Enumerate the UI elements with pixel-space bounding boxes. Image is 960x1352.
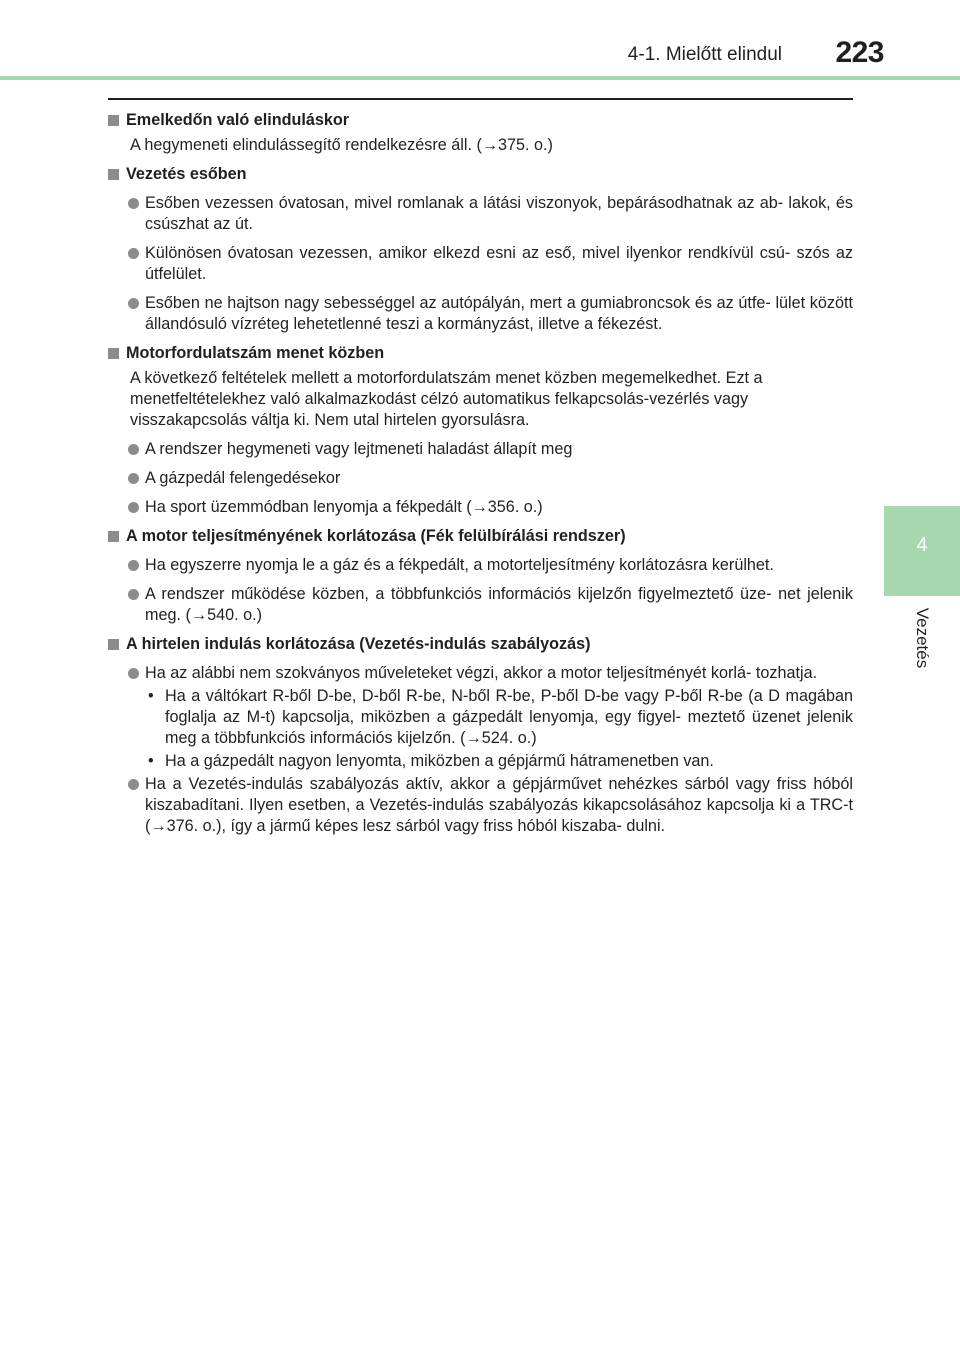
list-item xyxy=(108,555,853,576)
chapter-label: Vezetés xyxy=(913,607,932,669)
heading-text: Emelkedőn való elinduláskor xyxy=(126,111,350,129)
heading-text: A hirtelen indulás korlátozása (Vezetés-indulás szabályozás) xyxy=(126,635,591,653)
paragraph: A következő feltételek mellett a motorfordulatszám menet közben megemelkedhet. Ezt a menetfeltételekhez való alkalmazkodást célzó automatikus felkapcsolás-vezérlés vagy visszakapcsolás váltja ki. Nem utal hirtelen gyorsulásra. xyxy=(130,369,763,429)
sub-list-item xyxy=(108,686,853,749)
list-item xyxy=(108,193,853,235)
heading-text: Vezetés esőben xyxy=(126,165,247,183)
section-heading xyxy=(108,343,853,364)
round-bullet-icon xyxy=(128,248,139,259)
round-bullet-icon xyxy=(128,779,139,790)
content-rule xyxy=(108,98,853,100)
list-item-text: Ha sport üzemmódban lenyomja a fékpedált (→356. o.) xyxy=(145,498,543,516)
section-heading xyxy=(108,526,853,547)
sub-list-item xyxy=(108,751,853,772)
list-item xyxy=(108,774,853,837)
list-item xyxy=(108,584,853,626)
chapter-tab xyxy=(884,506,960,596)
list-item xyxy=(108,497,853,518)
square-bullet-icon xyxy=(108,531,119,542)
square-bullet-icon xyxy=(108,169,119,180)
heading-text: A motor teljesítményének korlátozása (Fék felülbírálási rendszer) xyxy=(126,527,626,545)
sub-bullet-marker: • xyxy=(148,752,154,770)
list-item-text: Ha az alábbi nem szokványos műveleteket végzi, akkor a motor teljesítményét korlá- tozhatja. xyxy=(145,664,818,682)
round-bullet-icon xyxy=(128,198,139,209)
list-item xyxy=(108,439,853,460)
square-bullet-icon xyxy=(108,639,119,650)
list-item xyxy=(108,468,853,489)
round-bullet-icon xyxy=(128,298,139,309)
round-bullet-icon xyxy=(128,444,139,455)
list-item-text: Esőben vezessen óvatosan, mivel romlanak a látási viszonyok, bepárásodhatnak az ab- lakok, és csúszhat az út. xyxy=(145,194,853,233)
section-title: 4-1. Mielőtt elindul xyxy=(627,44,782,65)
sub-list-item-text: Ha a gázpedált nagyon lenyomta, miközben a gépjármű hátramenetben van. xyxy=(165,752,714,770)
list-item xyxy=(108,293,853,335)
header-rule xyxy=(0,76,960,80)
paragraph: A hegymeneti elindulássegítő rendelkezésre áll. (→375. o.) xyxy=(130,136,553,154)
round-bullet-icon xyxy=(128,668,139,679)
list-item-text: Esőben ne hajtson nagy sebességgel az autópályán, mert a gumiabroncsok és az útfe- lület között állandósuló vízréteg lehetetlenné teszi a kormányzást, illetve a fékezést. xyxy=(145,294,853,333)
round-bullet-icon xyxy=(128,473,139,484)
list-item-text: Ha a Vezetés-indulás szabályozás aktív, akkor a gépjárművet nehézkes sárból vagy friss hóból kiszabadítani. Ilyen esetben, a Vezetés-indulás szabályozás kikapcsolásához kapcsolja ki a TRC-t (→376. o.), így a jármű képes lesz sárból vagy friss hóból kiszaba- dulni. xyxy=(145,775,853,835)
square-bullet-icon xyxy=(108,115,119,126)
sub-bullet-marker: • xyxy=(148,687,154,705)
heading-text: Motorfordulatszám menet közben xyxy=(126,344,385,362)
section-heading xyxy=(108,164,853,185)
list-item-text: Ha egyszerre nyomja le a gáz és a fékpedált, a motorteljesítmény korlátozásra kerülhet. xyxy=(145,556,774,574)
list-item xyxy=(108,243,853,285)
section-heading xyxy=(108,634,853,655)
list-item-text: A rendszer hegymeneti vagy lejtmeneti haladást állapít meg xyxy=(145,440,573,458)
chapter-number: 4 xyxy=(916,534,928,556)
page-number: 223 xyxy=(835,36,884,69)
square-bullet-icon xyxy=(108,348,119,359)
sub-list-item-text: Ha a váltókart R-ből D-be, D-ből R-be, N-ből R-be, P-ből D-be vagy P-ből R-be (a D magában foglalja az M-t) kapcsolja, miközben a gázpedált lenyomja, egy figyel- meztető üzenet jelenik meg a többfunkciós információs kijelzőn. (→524. o.) xyxy=(165,687,853,747)
round-bullet-icon xyxy=(128,502,139,513)
round-bullet-icon xyxy=(128,560,139,571)
page-content xyxy=(108,110,853,837)
chapter-label-wrap xyxy=(912,596,932,696)
list-item xyxy=(108,663,853,684)
list-item-text: A gázpedál felengedésekor xyxy=(145,469,341,487)
list-item-text: A rendszer működése közben, a többfunkciós információs kijelzőn figyelmeztető üze- net jelenik meg. (→540. o.) xyxy=(145,585,853,624)
list-item-text: Különösen óvatosan vezessen, amikor elkezd esni az eső, mivel ilyenkor rendkívül csú- szós az útfelület. xyxy=(145,244,853,283)
section-heading xyxy=(108,110,853,131)
round-bullet-icon xyxy=(128,589,139,600)
